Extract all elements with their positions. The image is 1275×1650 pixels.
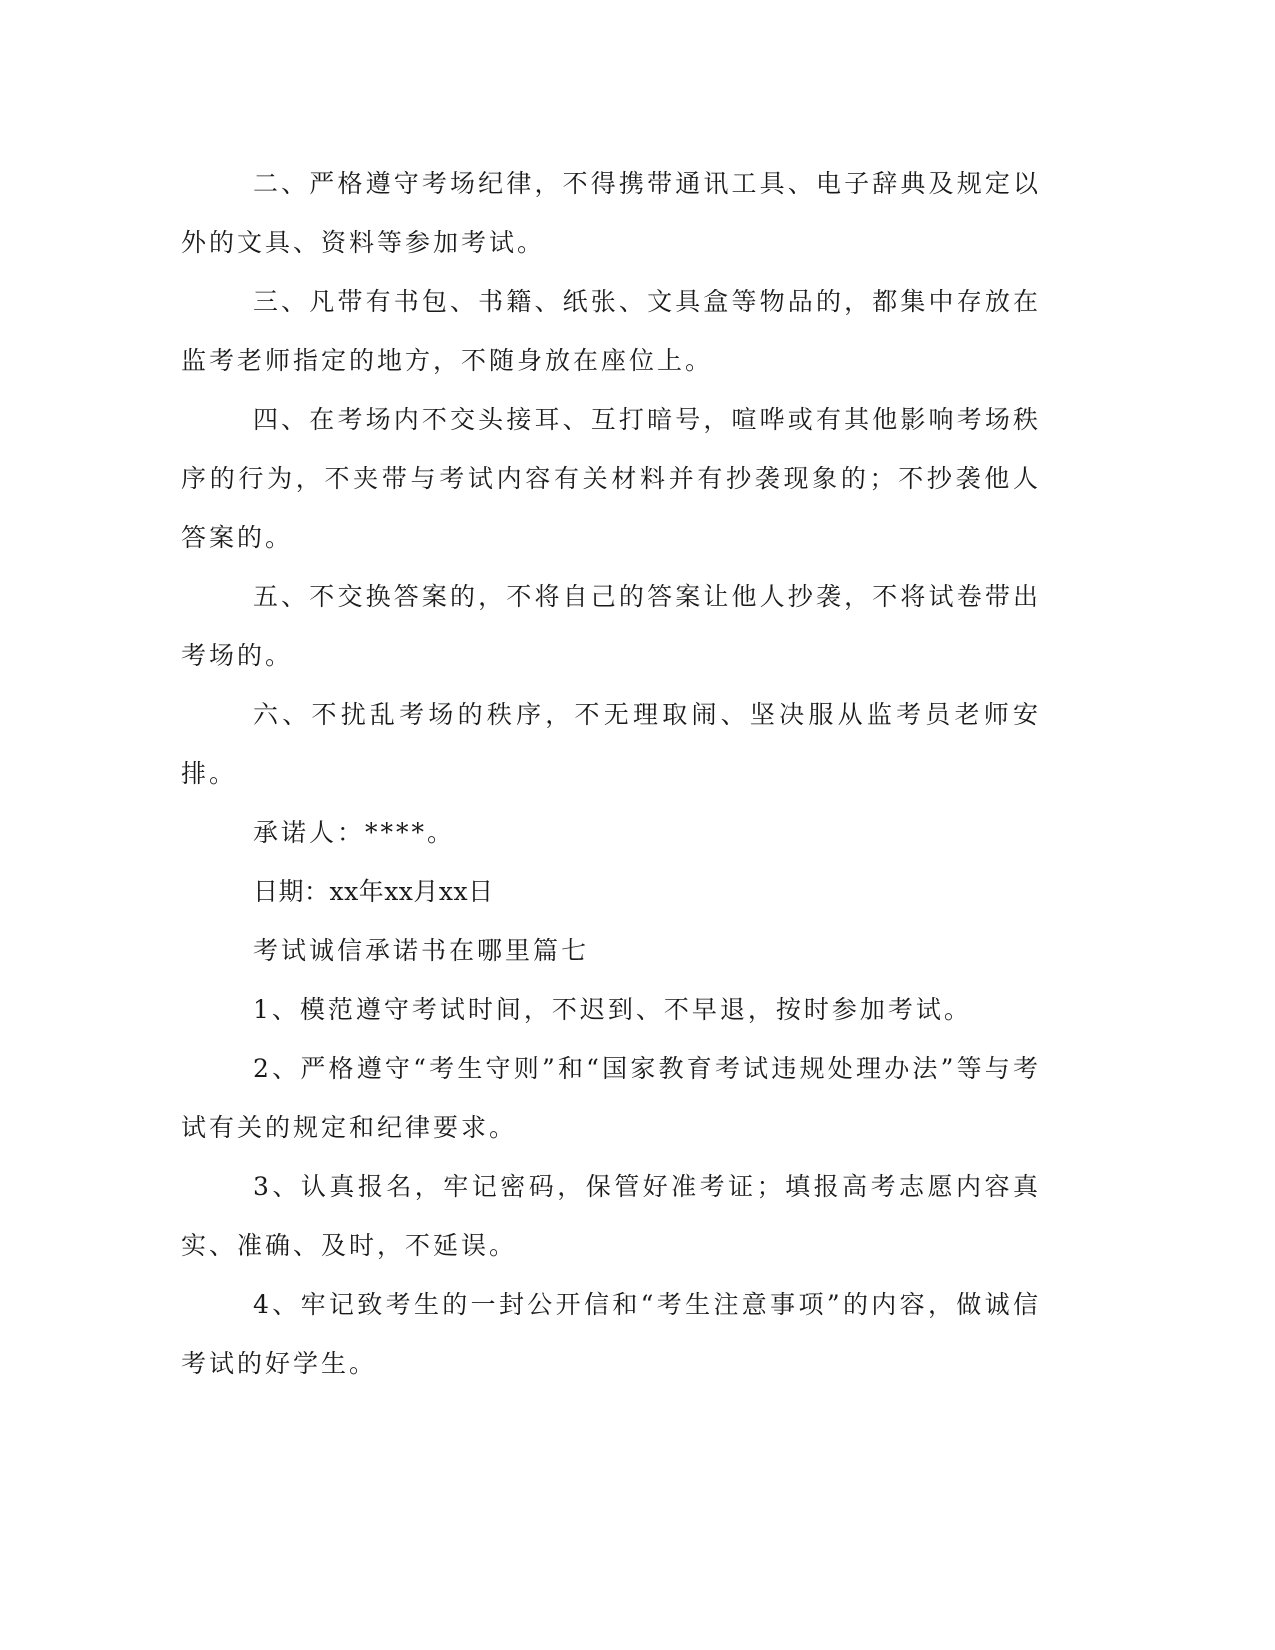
paragraph-item-4: 4、牢记致考生的一封公开信和“考生注意事项”的内容，做诚信考试的好学生。	[181, 1290, 1041, 1378]
document-body	[181, 154, 1041, 1393]
paragraph-rule-6: 六、不扰乱考场的秩序，不无理取闹、坚决服从监考员老师安排。	[181, 700, 1041, 788]
paragraph-item-3: 3、认真报名，牢记密码，保管好准考证；填报高考志愿内容真实、准确、及时，不延误。	[181, 1172, 1041, 1260]
paragraph-item-1: 1、模范遵守考试时间，不迟到、不早退，按时参加考试。	[253, 995, 972, 1024]
paragraph-rule-5: 五、不交换答案的，不将自己的答案让他人抄袭，不将试卷带出考场的。	[181, 582, 1041, 670]
paragraph-item-2: 2、严格遵守“考生守则”和“国家教育考试违规处理办法”等与考试有关的规定和纪律要求。	[181, 1054, 1041, 1142]
paragraph-rule-3: 三、凡带有书包、书籍、纸张、文具盒等物品的，都集中存放在监考老师指定的地方，不随身放在座位上。	[181, 287, 1041, 375]
section-heading: 考试诚信承诺书在哪里篇七	[253, 936, 590, 965]
promisor-line: 承诺人：****。	[253, 818, 456, 847]
date-line: 日期：xx年xx月xx日	[253, 877, 494, 906]
paragraph-rule-4: 四、在考场内不交头接耳、互打暗号，喧哗或有其他影响考场秩序的行为，不夹带与考试内容有关材料并有抄袭现象的；不抄袭他人答案的。	[181, 405, 1041, 552]
paragraph-rule-2: 二、严格遵守考场纪律，不得携带通讯工具、电子辞典及规定以外的文具、资料等参加考试。	[181, 169, 1041, 257]
